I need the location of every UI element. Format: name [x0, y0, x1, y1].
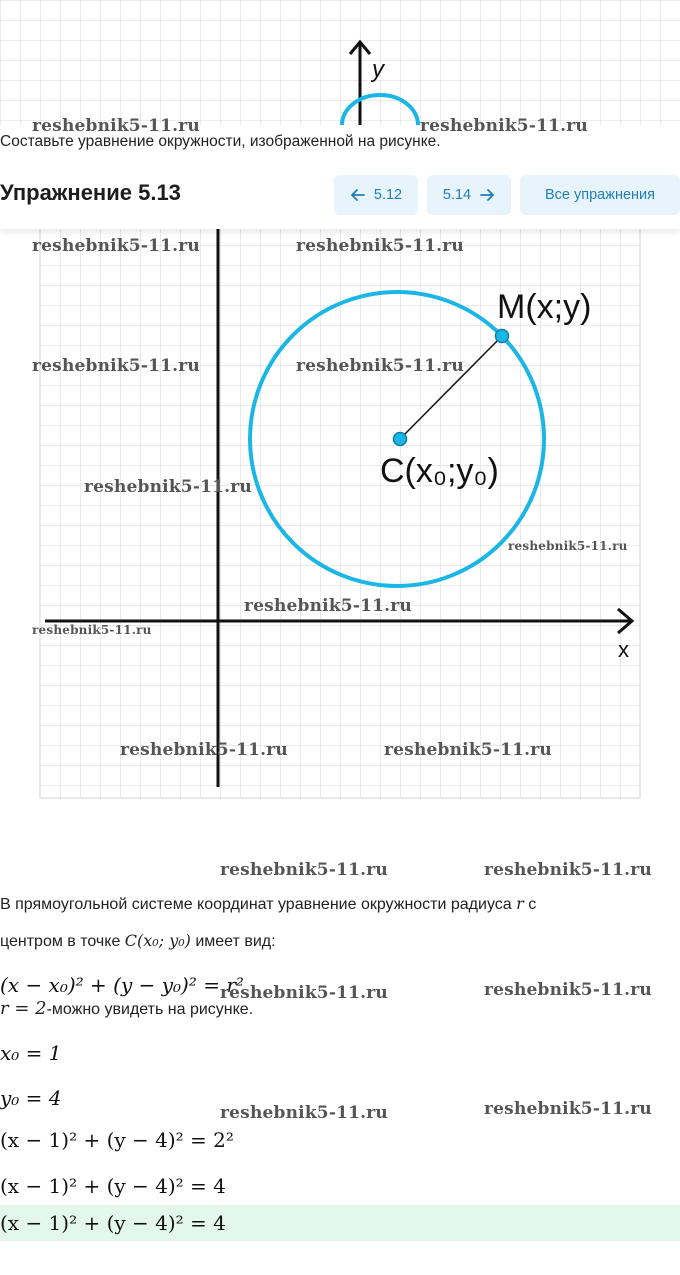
watermark: reshebnik5-11.ru: [244, 596, 412, 616]
watermark: reshebnik5-11.ru: [384, 740, 552, 760]
y0-value: y₀ = 4: [0, 1086, 62, 1110]
solution-line-1-text: В прямоугольной системе координат уравнение окружности радиуса: [0, 896, 517, 913]
watermark: reshebnik5-11.ru: [32, 236, 200, 256]
watermark: reshebnik5-11.ru: [484, 860, 652, 880]
point-m: [496, 330, 509, 343]
solution-line-1-end: с: [523, 896, 537, 913]
task-text: Составьте уравнение окружности, изображенной на рисунке.: [0, 133, 441, 150]
watermark: reshebnik5-11.ru: [484, 1099, 652, 1119]
solution-line-1: [0, 894, 536, 914]
radius-line-text: [0, 998, 253, 1019]
solution-line-2-text: центром в точке: [0, 933, 125, 950]
point-m-label: M(x;y): [497, 288, 592, 326]
watermark: reshebnik5-11.ru: [296, 236, 464, 256]
radius-value: r = 2: [0, 998, 47, 1019]
watermark: reshebnik5-11.ru: [484, 980, 652, 1000]
page-title: Упражнение 5.13: [0, 180, 181, 205]
top-figure: [0, 0, 680, 130]
radius-explanation: -можно увидеть на рисунке.: [46, 1001, 254, 1018]
next-exercise-label: 5.14: [442, 187, 472, 203]
point-c: [394, 433, 407, 446]
watermark: reshebnik5-11.ru: [32, 356, 200, 376]
arrow-left-icon: [350, 187, 366, 203]
radius-variable: r: [516, 894, 524, 913]
watermark: reshebnik5-11.ru: [120, 740, 288, 760]
prev-exercise-button[interactable]: [334, 175, 418, 215]
top-figure-y-label: y: [372, 56, 384, 83]
next-exercise-button[interactable]: [427, 175, 511, 215]
center-point: C(x₀; y₀): [124, 931, 191, 950]
all-exercises-label: Все упражнения: [545, 187, 655, 203]
x0-value: x₀ = 1: [0, 1041, 62, 1065]
solution-line-2-end: имеет вид:: [190, 933, 276, 950]
watermark: reshebnik5-11.ru: [32, 116, 200, 136]
solution-line-2: [0, 931, 276, 951]
equation-step-2: (x − 1)² + (y − 4)² = 4: [0, 1174, 226, 1198]
prev-exercise-label: 5.12: [373, 187, 403, 203]
watermark: reshebnik5-11.ru: [220, 983, 388, 1003]
point-c-label: C(x₀;y₀): [380, 452, 499, 490]
watermark: reshebnik5-11.ru: [32, 623, 152, 637]
all-exercises-button[interactable]: [520, 175, 680, 215]
x-axis-label: x: [618, 637, 629, 662]
watermark: reshebnik5-11.ru: [84, 477, 252, 497]
answer-equation: (x − 1)² + (y − 4)² = 4: [0, 1211, 226, 1235]
watermark: reshebnik5-11.ru: [220, 860, 388, 880]
watermark: reshebnik5-11.ru: [420, 116, 588, 136]
watermark: reshebnik5-11.ru: [508, 539, 628, 553]
equation-step-1: (x − 1)² + (y − 4)² = 2²: [0, 1128, 234, 1152]
general-equation: (x − x₀)² + (y − y₀)² = r²: [0, 973, 244, 997]
watermark: reshebnik5-11.ru: [220, 1103, 388, 1123]
watermark: reshebnik5-11.ru: [296, 356, 464, 376]
arrow-right-icon: [479, 187, 495, 203]
